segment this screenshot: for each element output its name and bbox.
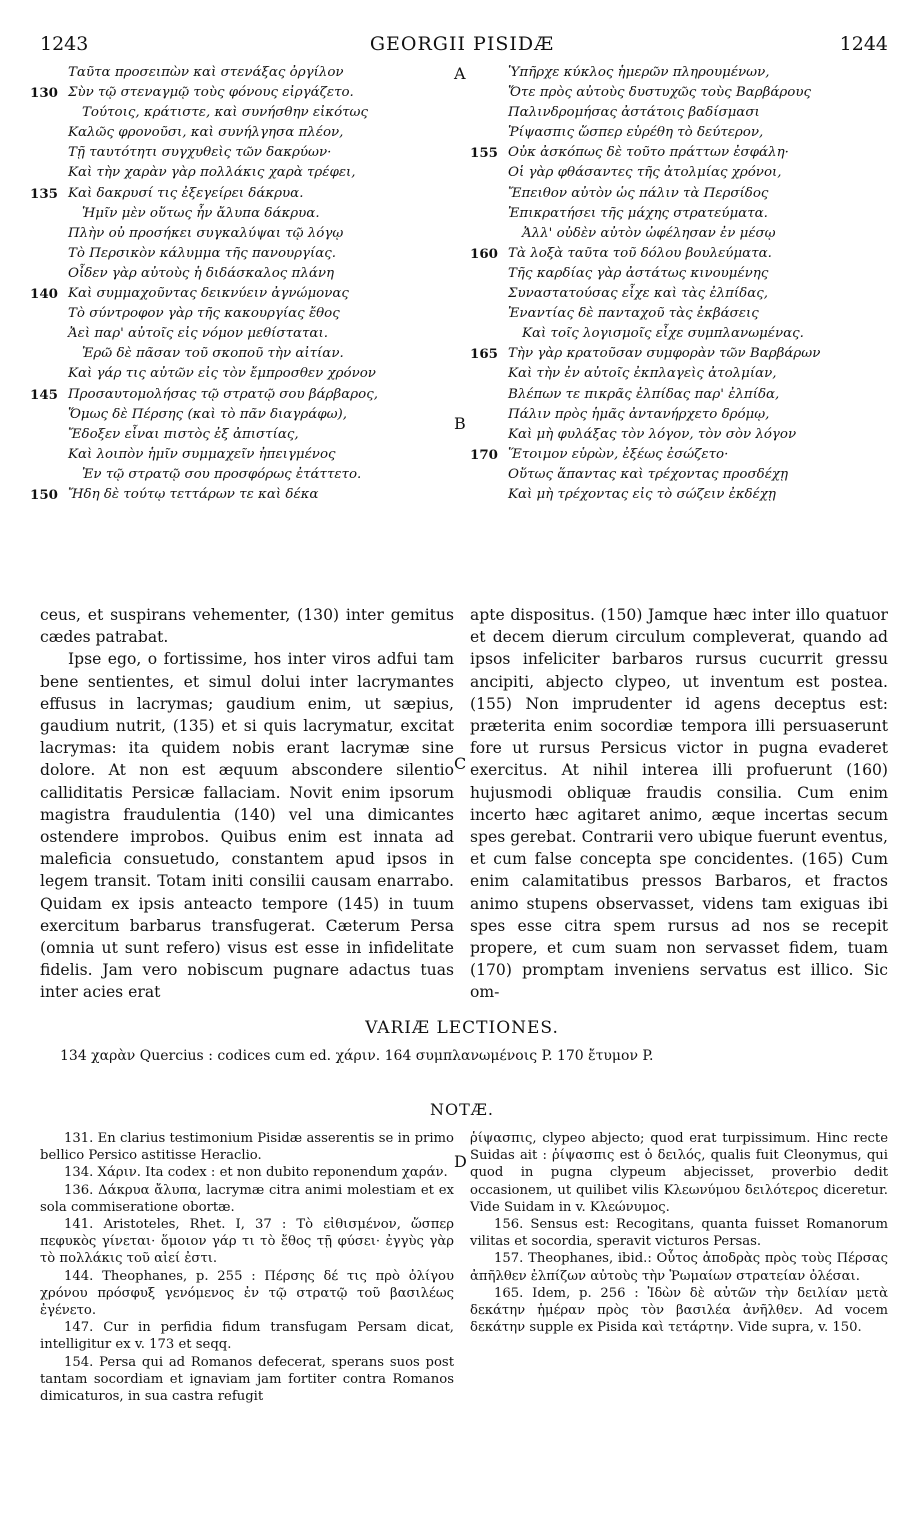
verse-line [30, 445, 450, 465]
note-entry: 141. Aristoteles, Rhet. I, 37 : Τὸ εἰθισμένον, ὥσπερ πεφυκὸς γίνεται· ὅμοιον γάρ τι τὸ ἔθος τῇ φύσει· ἐγγὺς γὰρ τὸ πολλάκις τοῦ αἰεί ἐστι. [40, 1217, 454, 1267]
verse-text: Ταῦτα προσειπὼν καὶ στενάξας ὀργίλον [68, 65, 344, 80]
verse-line [470, 163, 890, 183]
verse-line [30, 204, 450, 224]
verse-text: Ὅμως δὲ Πέρσης (καὶ τὸ πᾶν διαγράφω), [68, 406, 348, 422]
page-number-right: 1244 [839, 33, 888, 55]
verse-text: Καὶ τὴν ἐν αὐτοῖς ἐκπλαγεὶς ἀτολμίαν, [508, 366, 777, 382]
note-entry: 156. Sensus est: Recogitans, quanta fuisset Romanorum vilitas et socordia, speravit victuros Persas. [470, 1217, 888, 1250]
verse-text: Προσαυτομολήσας τῷ στρατῷ σου βάρβαρος, [68, 386, 378, 402]
verse-line [30, 304, 450, 324]
verse-line [30, 184, 450, 204]
verse-line [30, 485, 450, 505]
verse-text: Καὶ λοιπὸν ἡμῖν συμμαχεῖν ἠπειγμένος [68, 446, 336, 462]
verse-line [470, 143, 890, 163]
verse-text: Ῥίψασπις ὥσπερ εὑρέθη τὸ δεύτερον, [508, 125, 764, 141]
variae-lectiones-text: 134 χαρὰν Quercius : codices cum ed. χάριν. 164 συμπλανωμένοις P. 170 ἔτυμον P. [60, 1048, 654, 1064]
verse-text: Ἐναντίας δὲ πανταχοῦ τὰς ἐκβάσεις [508, 306, 759, 322]
verse-line [470, 344, 890, 364]
verse-line [470, 103, 890, 123]
verse-text: Τὴν γὰρ κρατοῦσαν συμφορὰν τῶν Βαρβάρων [508, 346, 821, 362]
verse-line [470, 425, 890, 445]
verse-line [470, 364, 890, 384]
verse-line [30, 344, 450, 364]
verse-text: Καὶ μὴ φυλάξας τὸν λόγον, τὸν σὸν λόγον [508, 426, 797, 442]
verse-line [30, 465, 450, 485]
verse-text: Καὶ τὴν χαρὰν γὰρ πολλάκις χαρὰ τρέφει, [68, 165, 356, 181]
verse-text: Ἀλλ' οὐδὲν αὐτὸν ὠφέλησαν ἐν μέσῳ [522, 225, 776, 241]
verse-line [470, 324, 890, 344]
verse-text: Ἐπικρατήσει τῆς μάχης στρατεύματα. [508, 205, 768, 221]
verse-text: Τῇ ταυτότητι συγχυθεὶς τῶν δακρύων· [68, 145, 332, 161]
verse-line [470, 63, 890, 83]
verse-line [30, 324, 450, 344]
verse-line [30, 405, 450, 425]
verse-line [470, 204, 890, 224]
verse-line [30, 264, 450, 284]
verse-number: 170 [470, 446, 498, 463]
verse-line [30, 63, 450, 83]
notes-right-column [470, 1130, 888, 1336]
verse-text: Σὺν τῷ στεναγμῷ τοὺς φόνους εἰργάζετο. [68, 85, 354, 101]
verse-line [470, 123, 890, 143]
verse-text: Τῆς καρδίας γὰρ ἀστάτως κινουμένης [508, 265, 769, 281]
verse-text: Πάλιν πρὸς ἡμᾶς ἀντανήρχετο δρόμῳ, [508, 406, 770, 422]
verse-number: 150 [30, 486, 58, 503]
verse-text: Τὸ σύντροφον γὰρ τῆς κακουργίας ἔθος [68, 306, 340, 322]
verse-text: Καὶ μὴ τρέχοντας εἰς τὸ σώζειν ἐκδέχῃ [508, 486, 776, 502]
margin-marker-d: D [454, 1152, 467, 1171]
verse-line [30, 123, 450, 143]
verse-line [30, 385, 450, 405]
note-entry: 134. Χάριν. Ita codex : et non dubito reponendum χαράν. [64, 1165, 448, 1181]
verse-text: Οἱ γὰρ φθάσαντες τῆς ἀτολμίας χρόνοι, [508, 165, 782, 181]
verse-text: Ἐν τῷ στρατῷ σου προσφόρως ἐτάττετο. [82, 466, 362, 482]
margin-marker-c: C [454, 754, 467, 773]
verse-text: Ἕτοιμον εὑρὼν, ἐξέως ἐσώζετο· [508, 446, 729, 462]
verse-text: Τὸ Περσικὸν κάλυμμα τῆς πανουργίας. [68, 245, 337, 261]
latin-paragraph: ceus, et suspirans vehementer, (130) inter gemitus cædes patrabat. [40, 606, 454, 647]
page-number-left: 1243 [40, 33, 89, 55]
running-title: GEORGII PISIDÆ [369, 33, 555, 55]
verse-text: Καλῶς φρονοῦσι, καὶ συνήλγησα πλέον, [68, 125, 344, 141]
verse-text: Καὶ γάρ τις αὐτῶν εἰς τὸν ἔμπροσθεν χρόνον [68, 366, 376, 382]
verse-text: Οὕτως ἅπαντας καὶ τρέχοντας προσδέχῃ [508, 466, 789, 482]
greek-verses-right [470, 63, 890, 505]
greek-verses-left [30, 63, 450, 505]
verse-text: Ἀεὶ παρ' αὐτοῖς εἰς νόμον μεθίσταται. [68, 326, 328, 342]
latin-translation-left [40, 604, 454, 1004]
verse-line [470, 465, 890, 485]
verse-line [30, 224, 450, 244]
verse-line [470, 244, 890, 264]
verse-line [30, 103, 450, 123]
verse-line [470, 284, 890, 304]
note-entry: 147. Cur in perfidia fidum transfugam Persam dicat, intelligitur ex v. 173 et seqq. [40, 1320, 454, 1353]
verse-text: Βλέπων τε πικρᾶς ἐλπίδας παρ' ἐλπίδα, [508, 386, 780, 402]
margin-marker-b: B [454, 414, 466, 433]
latin-paragraph: apte dispositus. (150) Jamque hæc inter illo quatuor et decem dierum circulum compleverat, quando ad ipsos infeliciter barbaros rursus cucurrit gressu ancipiti, abjecto clypeo, ut inventum est postea. (155) Non imprudenter id agens deceptus est: præterita enim socordiæ tempora illi persuaserunt fore ut rursus Persicus victor in pugna evaderet exercitus. At nihil interea illi profuerunt (160) hujusmodi obliquæ fraudis consilia. Cum enim incerto hæc agitaret animo, æque incertas secum spes gerebat. Contrarii vero ubique fuerunt eventus, et cum false concepta spe concidentes. (165) Cum enim calamitatibus pressos Barbaros, et fractos animo stupens observasset, videns tam exiguas ibi spes esse citra spem rursus ad nos se recepit propere, et cum suam non servasset fidem, tuam (170) promptam inveniens servatus est illico. Sic om- [470, 606, 888, 1002]
verse-text: Τούτοις, κράτιστε, καὶ συνήσθην εἰκότως [82, 105, 368, 121]
note-entry: 157. Theophanes, ibid.: Οὗτος ἀποδρὰς πρὸς τοὺς Πέρσας ἀπῆλθεν ἐλπίζων αὐτοὺς τὴν Ῥωμαίων στρατείαν ὀλέσαι. [470, 1251, 888, 1284]
verse-text: Ἡμῖν μὲν οὕτως ἦν ἄλυπα δάκρυα. [82, 205, 320, 221]
latin-translation-right [470, 604, 888, 1004]
variae-lectiones-heading: VARIÆ LECTIONES. [365, 1018, 559, 1038]
verse-number: 160 [470, 245, 498, 262]
verse-text: Καὶ τοῖς λογισμοῖς εἶχε συμπλανωμένας. [522, 326, 804, 342]
notae-heading: NOTÆ. [430, 1100, 494, 1119]
verse-text: Παλινδρομήσας ἀστάτοις βαδίσμασι [508, 105, 760, 121]
verse-text: Πλὴν οὐ προσήκει συγκαλύψαι τῷ λόγῳ [68, 225, 344, 241]
verse-text: Ἐρῶ δὲ πᾶσαν τοῦ σκοποῦ τὴν αἰτίαν. [82, 346, 344, 362]
verse-number: 140 [30, 286, 58, 303]
verse-text: Ἔπειθον αὐτὸν ὡς πάλιν τὰ Περσίδος [508, 185, 769, 201]
verse-text: Καὶ δακρυσί τις ἐξεγείρει δάκρυα. [68, 185, 304, 201]
verse-number: 145 [30, 386, 58, 403]
verse-number: 135 [30, 185, 58, 202]
verse-line [470, 184, 890, 204]
verse-line [30, 143, 450, 163]
note-entry: 136. Δάκρυα ἄλυπα, lacrymæ citra animi molestiam et ex sola commiseratione obortæ. [40, 1182, 454, 1215]
verse-line [30, 425, 450, 445]
verse-text: Ἤδη δὲ τούτῳ τεττάρων τε καὶ δέκα [68, 486, 319, 502]
latin-paragraph: Ipse ego, o fortissime, hos inter viros adfui tam bene sentientes, et simul dolui inter lacrymantes effusus in lacrymas; gaudium enim, ut sæpius, gaudium nutrit, (135) et si quis lacrymatur, excitat lacrymas: ita quidem nobis erant lacrymæ sine dolore. At non est æquum abscondere silentio calliditatis Persicæ fallaciam. Novit enim ipsorum magistra fraudulentia (140) vel una dimicantes ostendere improbos. Quibus enim est innata ad maleficia consuetudo, constantem apud ipsos in legem transit. Totam initi consilii causam enarrabo. Quidam ex ipsis anteacto tempore (145) in tuum exercitum barbarus transfugerat. Cæterum Persa (omnia ut sunt refero) visus est esse in infidelitate fidelis. Jam vero nobiscum pugnare adactus tuas inter acies erat [40, 650, 454, 1002]
verse-line [470, 445, 890, 465]
verse-line [470, 385, 890, 405]
verse-line [30, 244, 450, 264]
verse-text: Συναστατούσας εἶχε καὶ τὰς ἐλπίδας, [508, 286, 769, 302]
verse-text: Καὶ συμμαχοῦντας δεικνύειν ἀγνώμονας [68, 286, 349, 302]
verse-number: 155 [470, 145, 498, 162]
note-entry: 144. Theophanes, p. 255 : Πέρσης δέ τις πρὸ ὀλίγου χρόνου πρόσφυξ γενόμενος ἐν τῷ στρατῷ τοῦ βασιλέως ἐγένετο. [40, 1268, 454, 1319]
notes-left-column [40, 1130, 454, 1405]
verse-line [470, 304, 890, 324]
verse-text: Οὐκ ἀσκόπως δὲ τοῦτο πράττων ἐσφάλη· [508, 145, 789, 161]
note-entry: ῥίψασπις, clypeo abjecto; quod erat turpissimum. Hinc recte Suidas ait : ῥίψασπις est ὁ δειλός, qualis fuit Cleonymus, qui quod in pugna clypeum abjecisset, proverbio dedit occasionem, ut quilibet vilis Κλεωνύμου δειλότερος diceretur. Vide Suidam in v. Κλεώνυμος. [470, 1131, 888, 1215]
verse-line [470, 224, 890, 244]
verse-line [470, 485, 890, 505]
verse-text: Ὑπῆρχε κύκλος ἡμερῶν πληρουμένων, [508, 65, 770, 80]
verse-text: Οἶδεν γὰρ αὐτοὺς ἡ διδάσκαλος πλάνη [68, 265, 335, 281]
note-entry: 154. Persa qui ad Romanos defecerat, sperans suos post tantam socordiam et ignaviam jam fortiter contra Romanos dimicaturos, in sua castra refugit [40, 1354, 454, 1405]
verse-text: Ἔδοξεν εἶναι πιστὸς ἐξ ἀπιστίας, [68, 426, 299, 442]
verse-number: 130 [30, 85, 58, 102]
note-entry: 165. Idem, p. 256 : Ἰδὼν δὲ αὐτῶν τὴν δειλίαν μετὰ δεκάτην ἡμέραν πρὸς τὸν βασιλέα ἀνῆλθεν. Ad vocem δεκάτην supple ex Pisida καὶ τετάρτην. Vide supra, v. 150. [470, 1285, 888, 1336]
verse-text: Τὰ λοξὰ ταῦτα τοῦ δόλου βουλεύματα. [508, 245, 772, 261]
verse-line [30, 284, 450, 304]
verse-line [470, 405, 890, 425]
verse-line [470, 264, 890, 284]
verse-line [30, 83, 450, 103]
verse-number: 165 [470, 346, 498, 363]
margin-marker-a: A [454, 64, 466, 83]
verse-text: Ὅτε πρὸς αὐτοὺς δυστυχῶς τοὺς Βαρβάρους [508, 85, 811, 101]
verse-line [30, 364, 450, 384]
verse-line [30, 163, 450, 183]
note-entry: 131. En clarius testimonium Pisidæ asserentis se in primo bellico Persico astitisse Heraclio. [40, 1131, 454, 1164]
verse-line [470, 83, 890, 103]
